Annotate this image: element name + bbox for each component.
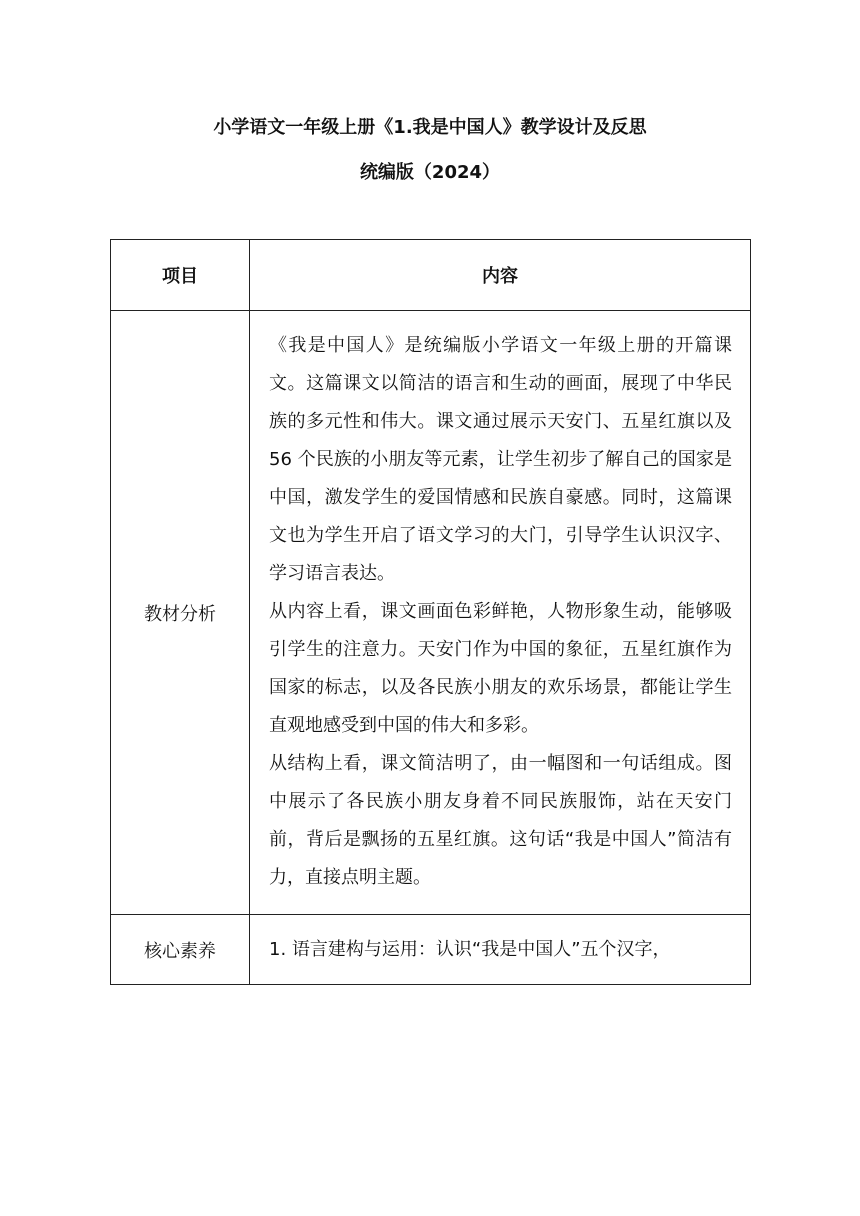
header-item: 项目 <box>111 240 250 311</box>
document-subtitle: 统编版（2024） <box>359 162 501 183</box>
table-row-core-literacy <box>111 915 751 985</box>
table-row-material-analysis <box>111 311 751 915</box>
row-label-material-analysis: 教材分析 <box>111 311 250 915</box>
lesson-plan-table <box>110 239 751 985</box>
row-label-core-literacy: 核心素养 <box>111 915 250 985</box>
paragraph: 从内容上看，课文画面色彩鲜艳，人物形象生动，能够吸引学生的注意力。天安门作为中国的象征，五星红旗作为国家的标志，以及各民族小朋友的欢乐场景，都能让学生直观地感受到中国的伟大和多彩。 <box>269 601 732 736</box>
row-content-material-analysis <box>250 311 751 915</box>
paragraph: 《我是中国人》是统编版小学语文一年级上册的开篇课文。这篇课文以简洁的语言和生动的画面，展现了中华民族的多元性和伟大。课文通过展示天安门、五星红旗以及 56 个民族的小朋友等元素，让学生初步了解自己的国家是中国，激发学生的爱国情感和民族自豪感。同时，这篇课文也为学生开启了语文学习的大门，引导学生认识汉字、学习语言表达。 <box>269 335 732 584</box>
header-content: 内容 <box>250 240 751 311</box>
paragraph: 1. 语言建构与运用：认识“我是中国人”五个汉字， <box>269 938 671 960</box>
paragraph: 从结构上看，课文简洁明了，由一幅图和一句话组成。图中展示了各民族小朋友身着不同民族服饰，站在天安门前，背后是飘扬的五星红旗。这句话“我是中国人”简洁有力，直接点明主题。 <box>269 753 732 888</box>
table-header-row <box>111 240 751 311</box>
document-title: 小学语文一年级上册《1.我是中国人》教学设计及反思 <box>213 117 647 138</box>
row-content-core-literacy <box>250 915 751 985</box>
